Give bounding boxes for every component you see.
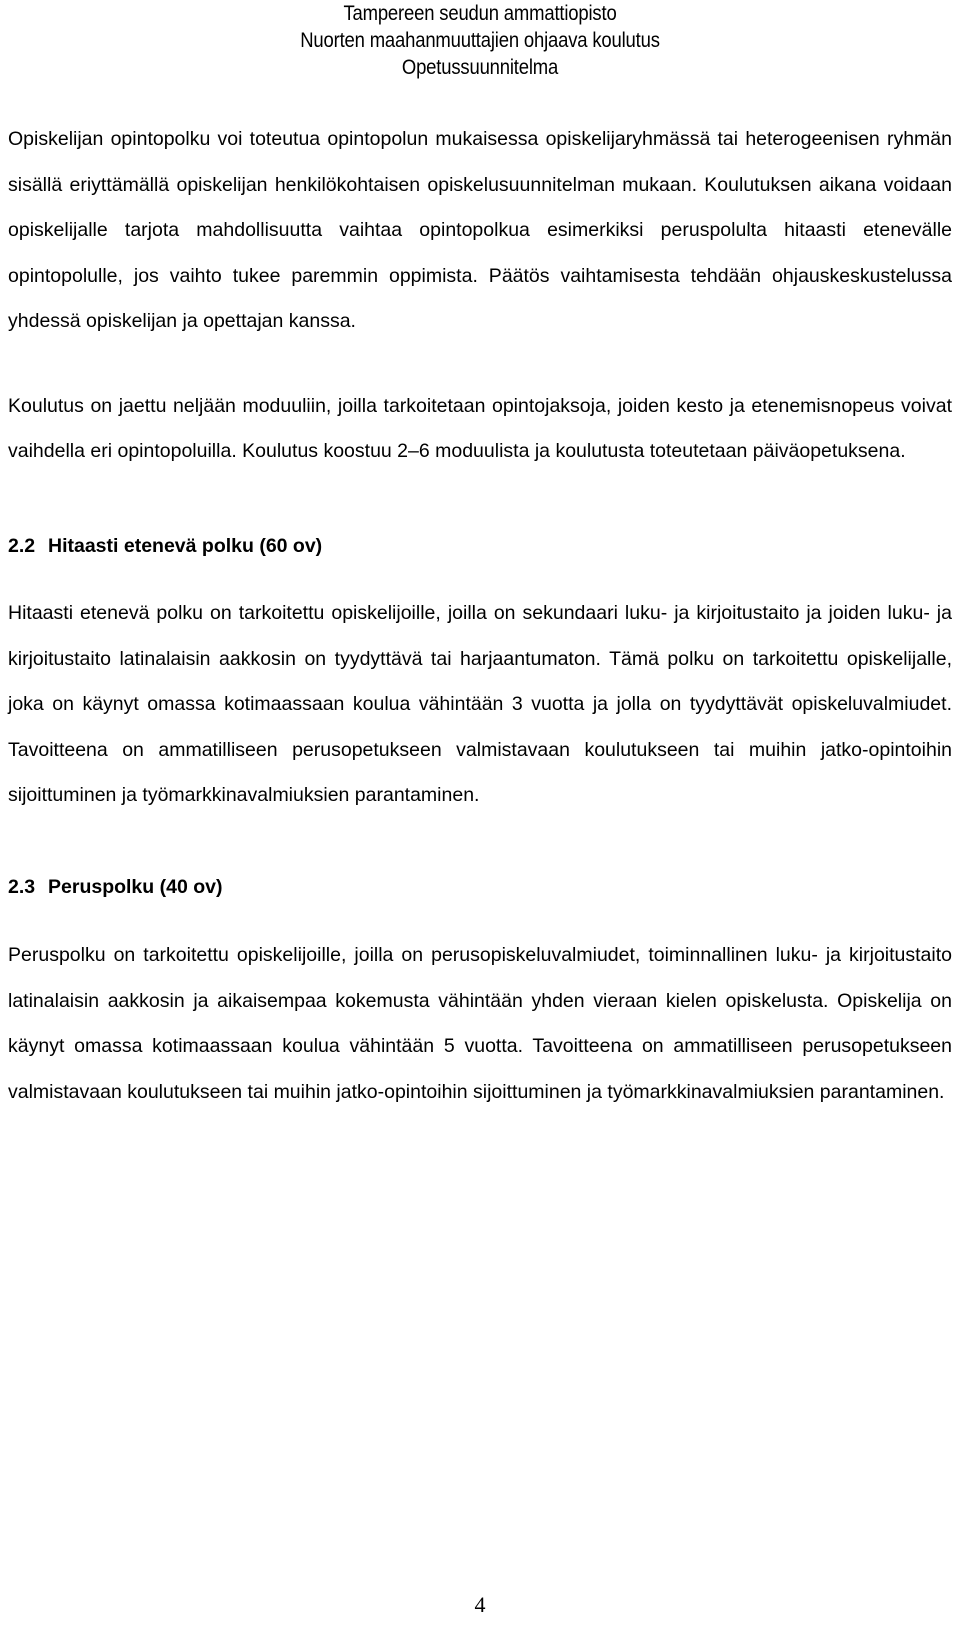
section-title-2-3: Peruspolku (40 ov) — [48, 875, 223, 898]
section-number-2-3: 2.3 — [8, 875, 36, 898]
paragraph-modules: Koulutus on jaettu neljään moduuliin, joilla tarkoitetaan opintojaksoja, joiden kesto ja etenemisnopeus voivat vaihdella eri opintopoluilla. Koulutus koostuu 2–6 moduulista ja koulutusta toteutetaan päiväopetuksena. — [8, 394, 952, 462]
header-institution: Tampereen seudun ammattiopisto — [343, 2, 617, 25]
paragraph-study-path: Opiskelijan opintopolku voi toteutua opintopolun mukaisessa opiskelijaryhmässä tai heterogeenisen ryhmän sisällä eriyttämällä opiskelijan henkilökohtaisen opiskelusuunnitelman mukaan. Koulutuksen aikana voidaan opiskelijalle tarjota mahdollisuutta vaihtaa opintopolkua esimerkiksi peruspolulta hitaasti etenevälle opintopolulle, jos vaihto tukee paremmin oppimista. Päätös vaihtamisesta tehdään ohjauskeskustelussa yhdessä opiskelijan ja opettajan kanssa. — [8, 128, 952, 332]
paragraph-slow-path: Hitaasti etenevä polku on tarkoitettu opiskelijoille, joilla on sekundaari luku- ja kirjoitustaito ja joiden luku- ja kirjoitustaito latinalaisin aakkosin on tyydyttävä tai harjaantumaton. Tämä polku on tarkoitettu opiskelijalle, joka on käynyt omassa kotimaassaan koulua vähintään 3 vuotta ja jolla on tyydyttävät opiskeluvalmiudet. Tavoitteena on ammatilliseen perusopetukseen valmistavaan koulutukseen tai muihin jatko-opintoihin sijoittuminen ja työmarkkinavalmiuksien parantaminen. — [8, 602, 952, 806]
section-heading-2-3 — [8, 865, 952, 911]
header-document-type: Opetussuunnitelma — [401, 56, 559, 79]
page-number: 4 — [474, 1592, 486, 1617]
paragraph-basic-path: Peruspolku on tarkoitettu opiskelijoille, joilla on perusopiskeluvalmiudet, toiminnallinen luku- ja kirjoitustaito latinalaisin aakkosin ja aikaisempaa kokemusta vähintään yhden vieraan kielen opiskelusta. Opiskelija on käynyt omassa kotimaassaan koulua vähintään 5 vuotta. Tavoitteena on ammatilliseen perusopetukseen valmistavaan koulutukseen tai muihin jatko-opintoihin sijoittuminen ja työmarkkinavalmiuksien parantaminen. — [8, 944, 952, 1103]
section-heading-2-2 — [8, 524, 952, 570]
document-body — [8, 117, 952, 1115]
header-program: Nuorten maahanmuuttajien ohjaava koulutus — [300, 29, 660, 52]
page-header — [0, 0, 960, 81]
section-number-2-2: 2.2 — [8, 534, 36, 557]
section-title-2-2: Hitaasti etenevä polku (60 ov) — [48, 534, 323, 557]
